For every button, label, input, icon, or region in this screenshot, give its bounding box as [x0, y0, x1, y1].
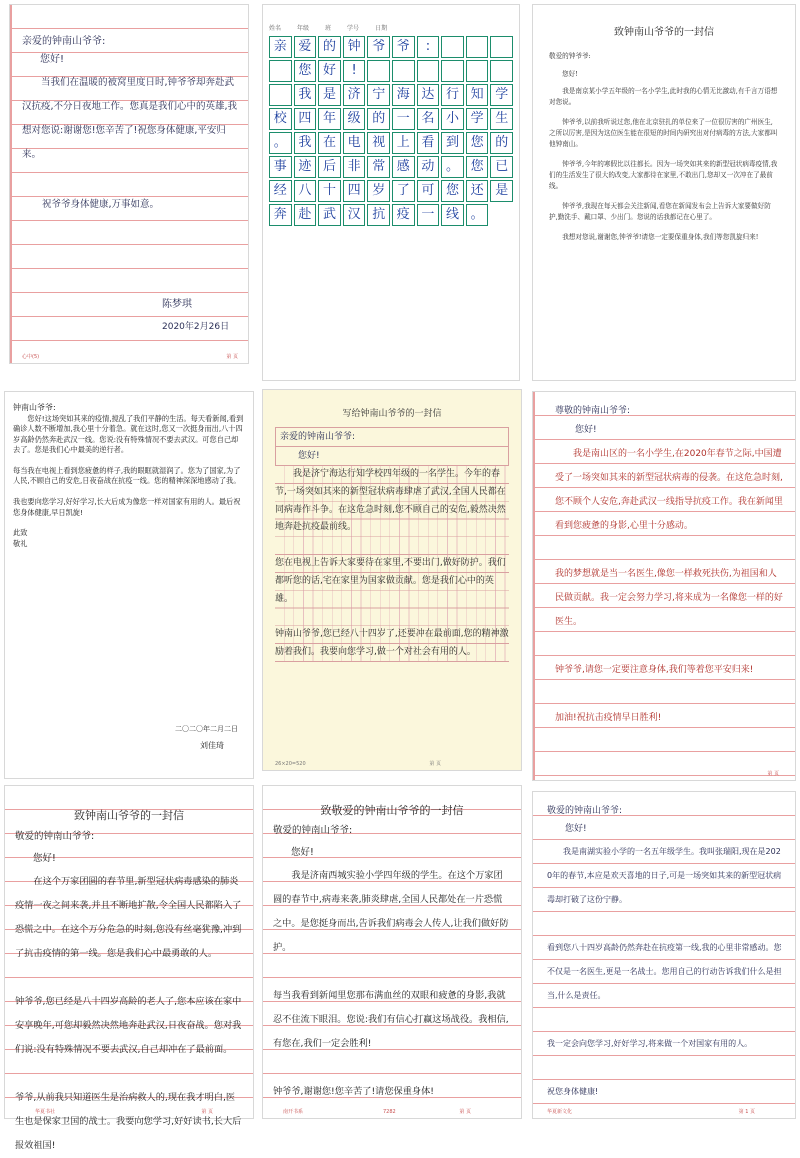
grid-cell: 好 — [318, 60, 341, 82]
grid-cell: 爷 — [392, 36, 415, 58]
grid-cell: 汉 — [343, 204, 366, 226]
grid-cell: 爱 — [294, 36, 317, 58]
letter-4-date: 二〇二〇年二月二日 — [175, 725, 238, 733]
grid-cell — [417, 60, 440, 82]
grid-cell: 是 — [490, 180, 513, 202]
grid-cell: 的 — [490, 132, 513, 154]
grid-cell: 您 — [441, 180, 464, 202]
grid-cell: 您 — [466, 156, 489, 178]
grid-cell: 生 — [490, 108, 513, 130]
letter-3-title: 致钟南山爷爷的一封信 — [614, 27, 714, 38]
grid-cell: 视 — [367, 132, 390, 154]
grid-cell: 学 — [466, 108, 489, 130]
grid-cell: 达 — [417, 84, 440, 106]
grid-cell — [441, 36, 464, 58]
grid-cell: 。 — [269, 132, 292, 154]
letter-7-salutation: 敬爱的钟南山爷爷: — [15, 831, 95, 842]
grid-cell: 您 — [466, 132, 489, 154]
letter-6-greeting: 您好! — [575, 425, 597, 435]
letter-5-footer-right: 第 页 — [429, 761, 441, 767]
grid-cell: 已 — [490, 156, 513, 178]
grid-cell: 我 — [294, 132, 317, 154]
grid-cell — [269, 60, 292, 82]
grid-cell — [269, 84, 292, 106]
grid-cell: 感 — [392, 156, 415, 178]
grid-cell: 电 — [343, 132, 366, 154]
letter-5-greeting: 您好! — [275, 447, 509, 466]
letter-8 — [263, 786, 521, 1118]
letter-2-header — [269, 23, 513, 32]
grid-cell: 海 — [392, 84, 415, 106]
letter-7-title: 致钟南山爷爷的一封信 — [74, 809, 184, 822]
letter-5-body: 我是济宁海达行知学校四年级的一名学生。今年的春节,一场突如其来的新型冠状病毒肆虐了武汉,全国人民都在同病毒作斗争。在这危急时刻,您不顾自己的安危,毅然决然地奔赴抗疫最前线。 您在电视上告诉大家要待在家里,不要出门,做好防护。我们都听您的话,宅在家里为国家做贡献。您是我们心中的英雄。 钟南山爷爷,您已经八十四岁了,还要冲在最前面,您的精神激励着我们。我要向您学习,做一个对社会有用的人。 — [275, 466, 509, 662]
letter-9 — [533, 792, 795, 1118]
letter-1-greeting: 您好! — [40, 54, 65, 65]
grid-cell: 小 — [441, 108, 464, 130]
grid-cell: 一 — [392, 108, 415, 130]
grid-cell: 一 — [417, 204, 440, 226]
letter-3-paragraph: 我想对您说,谢谢您,钟爷爷!请您一定要保重身体,我们等您凯旋归来! — [562, 233, 759, 241]
grid-cell — [466, 60, 489, 82]
letter-1 — [10, 5, 248, 363]
letter-3-paragraph: 我是南京某小学五年级的一名小学生,此时我的心情无比激动,有千言万语想对您说。 — [549, 87, 778, 106]
grid-cell: 非 — [343, 156, 366, 178]
grid-cell: ! — [343, 60, 366, 82]
grid-cell: 看 — [417, 132, 440, 154]
grid-cell: 疫 — [392, 204, 415, 226]
letter-6-body: 我是南山区的一名小学生,在2020年春节之际,中国遭受了一场突如其来的新型冠状病毒的侵袭。在这危急时刻,您不顾个人安危,奔赴武汉一线指导抗疫工作。我在新闻里看到您疲惫的身影,心里十分感动。 我的梦想就是当一名医生,像您一样救死扶伤,为祖国和人民做贡献。我一定会努力学习,将来成为一名像您一样的好医生。 钟爷爷,请您一定要注意身体,我们等着您平安归来! 加油!祝抗击疫情早日胜利! — [555, 449, 783, 723]
letter-3 — [533, 5, 795, 380]
grid-cell: 奔 — [269, 204, 292, 226]
grid-cell: 武 — [318, 204, 341, 226]
grid-cell: 行 — [441, 84, 464, 106]
grid-cell: 是 — [318, 84, 341, 106]
grid-cell: 事 — [269, 156, 292, 178]
grid-cell: 四 — [343, 180, 366, 202]
letter-8-footer-mid: 7282 — [383, 1109, 396, 1115]
grid-cell: 爷 — [367, 36, 390, 58]
grid-cell — [367, 60, 390, 82]
header-no: 学号 — [347, 25, 360, 32]
letter-1-footer-left: 心中(5) — [22, 354, 40, 360]
letter-8-title: 致敬爱的钟南山爷爷的一封信 — [320, 804, 464, 817]
grid-cell: 抗 — [367, 204, 390, 226]
grid-cell: 上 — [392, 132, 415, 154]
letter-9-body: 我是南湖实验小学的一名五年级学生。我叫张瑞阳,现在是2020年的春节,本应是欢天喜地的日子,可是一场突如其来的新型冠状病毒却打破了这份宁静。 看到您八十四岁高龄仍然奔赴在抗疫第一线,我的心里非常感动。您不仅是一名医生,更是一名战士。您用自己的行动告诉我们什么是担当,什么是责任。 我一定会向您学习,好好学习,将来做一个对国家有用的人。 祝您身体健康! — [547, 847, 782, 1096]
grid-cell: 名 — [417, 108, 440, 130]
grid-cell — [466, 36, 489, 58]
grid-cell — [490, 36, 513, 58]
letter-8-greeting: 您好! — [291, 847, 314, 858]
grid-cell: 迹 — [294, 156, 317, 178]
letter-7-footer-right: 第 页 — [201, 1109, 213, 1115]
grid-cell: 可 — [417, 180, 440, 202]
header-grade: 年级 — [297, 25, 310, 32]
grid-cell: 了 — [392, 180, 415, 202]
letter-1-closing: 祝爷爷身体健康,万事如意。 — [42, 199, 160, 210]
grid-cell: 您 — [294, 60, 317, 82]
grid-cell: 赴 — [294, 204, 317, 226]
letter-5-title: 写给钟南山爷爷的一封信 — [342, 409, 442, 419]
letter-4 — [5, 392, 253, 778]
letter-9-salutation: 敬爱的钟南山爷爷: — [547, 806, 623, 816]
grid-cell: 年 — [318, 108, 341, 130]
grid-cell: 学 — [490, 84, 513, 106]
letter-7-body: 在这个万家团圆的春节里,新型冠状病毒感染的肺炎疫情一夜之间来袭,并且不断地扩散,令全国人民都陷入了恐慌之中。在这个万分危急的时刻,您没有丝毫犹豫,冲到了抗击疫情的第一线。您是我们心中最勇敢的人。 钟爷爷,您已经是八十四岁高龄的老人了,您本应该在家中安享晚年,可您却毅然决然地奔赴武汉,日夜奋战。您对我们说:没有特殊情况不要去武汉,自己却冲在了最前面。 爷爷,从前我只知道医生是治病救人的,现在我才明白,医生也是保家卫国的战士。我要向您学习,好好读书,长大后报效祖国! — [15, 876, 242, 1151]
grid-cell: 到 — [441, 132, 464, 154]
grid-cell: 级 — [343, 108, 366, 130]
letter-9-footer-left: 华夏新文化 — [547, 1109, 573, 1115]
grid-cell: 亲 — [269, 36, 292, 58]
grid-cell: 八 — [294, 180, 317, 202]
grid-cell: 钟 — [343, 36, 366, 58]
grid-cell: 我 — [294, 84, 317, 106]
grid-cell: 宁 — [367, 84, 390, 106]
letter-8-footer-right: 第 页 — [459, 1109, 471, 1115]
letter-6-salutation: 尊敬的钟南山爷爷: — [555, 406, 631, 416]
grid-cell: 在 — [318, 132, 341, 154]
grid-cell: 的 — [367, 108, 390, 130]
letter-1-date: 2020年2月26日 — [162, 322, 230, 332]
grid-cell — [392, 60, 415, 82]
grid-cell — [490, 60, 513, 82]
letter-4-salutation: 钟南山爷爷: — [13, 403, 56, 412]
letter-1-salutation: 亲爱的钟南山爷爷: — [22, 36, 106, 47]
letter-7-footer-left: 华夏书社 — [35, 1109, 56, 1115]
letter-2-grid — [269, 36, 513, 226]
letter-6 — [533, 392, 795, 780]
letter-5-salutation: 亲爱的钟南山爷爷: — [275, 427, 509, 447]
grid-cell: 知 — [466, 84, 489, 106]
grid-cell: 常 — [367, 156, 390, 178]
letter-9-greeting: 您好! — [565, 824, 587, 834]
grid-cell: 济 — [343, 84, 366, 106]
letter-7 — [5, 786, 253, 1151]
grid-cell: 后 — [318, 156, 341, 178]
header-name: 姓名 — [269, 25, 282, 32]
grid-cell: 的 — [318, 36, 341, 58]
grid-cell: 还 — [466, 180, 489, 202]
letter-8-body: 我是济南西城实验小学四年级的学生。在这个万家团圆的春节中,病毒来袭,肺炎肆虐,全国人民都处在一片恐慌之中。是您挺身而出,告诉我们病毒会人传人,让我们做好防护。 每当我看到新闻里您那布满血丝的双眼和疲惫的身影,我就忍不住流下眼泪。您说:我们有信心打赢这场战役。我相信,有您在,我们一定会胜利! 钟爷爷,谢谢您!您辛苦了!请您保重身体! — [273, 870, 509, 1097]
letter-4-signature: 刘佳琦 — [200, 741, 224, 750]
letter-3-salutation: 敬爱的钟爷爷: — [549, 52, 591, 60]
header-class: 班 — [325, 25, 332, 32]
grid-cell: 。 — [466, 204, 489, 226]
letter-2 — [263, 5, 519, 380]
grid-cell: 岁 — [367, 180, 390, 202]
grid-cell: 十 — [318, 180, 341, 202]
letter-3-paragraphs — [549, 86, 779, 243]
letter-8-salutation: 敬爱的钟南山爷爷: — [273, 825, 353, 836]
letter-7-greeting: 您好! — [33, 853, 56, 864]
grid-cell — [441, 60, 464, 82]
grid-cell: 动 — [417, 156, 440, 178]
grid-cell: 校 — [269, 108, 292, 130]
grid-cell: 线 — [441, 204, 464, 226]
header-date: 日期 — [375, 25, 388, 32]
letter-3-paragraph: 钟爷爷,我现在每天都会关注新闻,看您在新闻发布会上告诉大家要做好防护,勤洗手、戴口罩、少出门。您说的话我都记在心里了。 — [549, 202, 771, 221]
letter-3-paragraph: 钟爷爷,以前我听说过您,他在北京驻扎的单位来了一位很厉害的广州医生,之所以厉害,是因为这位医生能在很短的时间内研究出对付病毒的方法,大家都叫他钟南山。 — [549, 118, 778, 148]
grid-cell: : — [417, 36, 440, 58]
letter-8-footer-left: 南开书系 — [283, 1109, 304, 1115]
letter-5 — [263, 390, 521, 770]
letter-1-signature: 陈梦琪 — [162, 299, 192, 310]
letter-3-greeting: 您好! — [562, 70, 578, 78]
letter-6-footer-right: 第 页 — [767, 771, 779, 777]
letter-5-footer-left: 26×20=520 — [275, 761, 306, 767]
letter-9-footer-right: 第 1 页 — [738, 1109, 755, 1115]
grid-cell: 四 — [294, 108, 317, 130]
letter-4-body: 您好!这场突如其来的疫情,搅乱了我们平静的生活。每天看新闻,看到确诊人数不断增加,我心里十分着急。就在这时,您又一次挺身而出,八十四岁高龄仍然奔赴武汉一线。您说:没有特殊情况不要去武汉。可您自己却去了。您是我们心中最美的逆行者。 每当我在电视上看到您疲惫的样子,我的眼眶就湿润了。您为了国家,为了人民,不顾自己的安危,日夜奋战在抗疫一线。您的精神深深地感动了我。 我也要向您学习,好好学习,长大后成为像您一样对国家有用的人。最后祝您身体健康,早日凯旋! 此致 敬礼 — [13, 414, 244, 548]
grid-cell: 经 — [269, 180, 292, 202]
grid-cell: 。 — [441, 156, 464, 178]
letter-1-footer-right: 第 页 — [226, 354, 238, 360]
letter-1-body: 当我们在温暖的被窝里度日时,钟爷爷却奔赴武汉抗疫,不分日夜地工作。您真是我们心中的英雄,我想对您说:谢谢您!您辛苦了!祝您身体健康,平安归来。 — [22, 77, 238, 160]
letter-3-paragraph: 钟爷爷,今年的寒假比以往都长。因为一场突如其来的新型冠状病毒疫情,我们的生活发生了很大的改变,大家都待在家里,不敢出门,您却又一次冲在了最前线。 — [549, 160, 778, 190]
